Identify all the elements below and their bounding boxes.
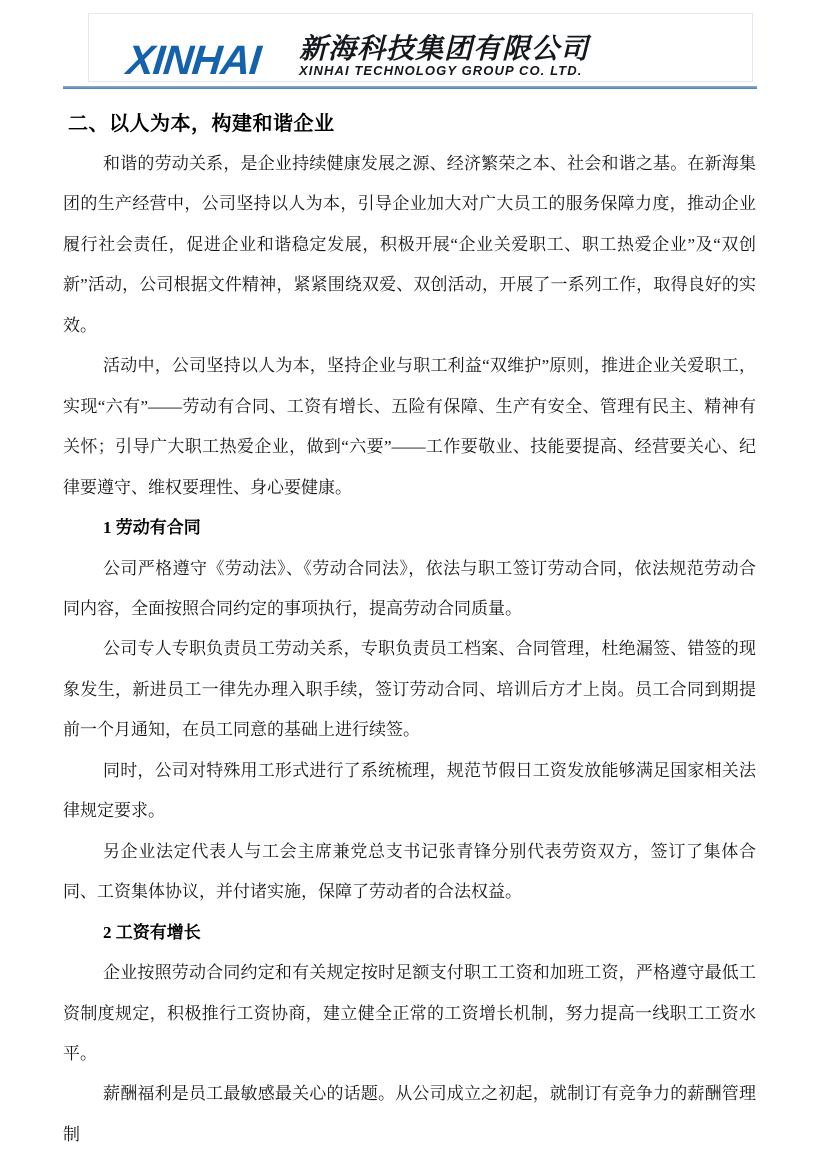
letterhead: [0, 0, 816, 92]
document-body: [63, 104, 756, 1154]
logo-wordmark: XINHAI: [124, 37, 263, 83]
body-paragraph: 公司专人专职负责员工劳动关系，专职负责员工档案、合同管理，杜绝漏签、错签的现象发生，新进员工一律先办理入职手续，签订劳动合同、培训后方才上岗。员工合同到期提前一个月通知，在员工同意的基础上进行续签。: [63, 639, 756, 740]
body-paragraph: 公司严格遵守《劳动法》、《劳动合同法》，依法与职工签订劳动合同，依法规范劳动合同内容，全面按照合同约定的事项执行，提高劳动合同质量。: [63, 558, 756, 618]
body-paragraph: 同时，公司对特殊用工形式进行了系统梳理，规范节假日工资发放能够满足国家相关法律规定要求。: [63, 760, 756, 821]
header-divider-rule: [63, 86, 757, 89]
sub-heading-wage-growth: 2 工资有增长: [103, 922, 201, 942]
sub-heading-labor-contract: 1 劳动有合同: [103, 518, 201, 538]
logo-name-block: [299, 35, 589, 78]
body-paragraph: 和谐的劳动关系，是企业持续健康发展之源、经济繁荣之本、社会和谐之基。在新海集团的生产经营中，公司坚持以人为本，引导企业加大对广大员工的服务保障力度，推动企业履行社会责任，促进企业和谐稳定发展，积极开展“企业关爱职工、职工热爱企业”及“双创新”活动，公司根据文件精神，紧紧围绕双爱、双创活动，开展了一系列工作，取得良好的实效。: [63, 154, 756, 335]
company-logo: [88, 13, 753, 82]
body-paragraph: 企业按照劳动合同约定和有关规定按时足额支付职工工资和加班工资，严格遵守最低工资制度规定，积极推行工资协商，建立健全正常的工资增长机制，努力提高一线职工工资水平。: [63, 963, 756, 1063]
body-paragraph: 薪酬福利是员工最敏感最关心的话题。从公司成立之初起，就制订有竞争力的薪酬管理制: [63, 1084, 756, 1144]
body-paragraph: 另企业法定代表人与工会主席兼党总支书记张青锋分别代表劳资双方，签订了集体合同、工资集体协议，并付诸实施，保障了劳动者的合法权益。: [63, 841, 756, 902]
section-title: 二、以人为本，构建和谐企业: [68, 113, 335, 135]
body-paragraph: 活动中，公司坚持以人为本，坚持企业与职工利益“双维护”原则，推进企业关爱职工，实现“六有”——劳动有合同、工资有增长、五险有保障、生产有安全、管理有民主、精神有关怀；引导广大职工热爱企业，做到“六要”——工作要敬业、技能要提高、经营要关心、纪律要遵守、维权要理性、身心要健康。: [63, 356, 756, 497]
logo-company-name-cn: 新海科技集团有限公司: [299, 33, 590, 64]
logo-company-name-en: XINHAI TECHNOLOGY GROUP CO. LTD.: [299, 63, 583, 78]
